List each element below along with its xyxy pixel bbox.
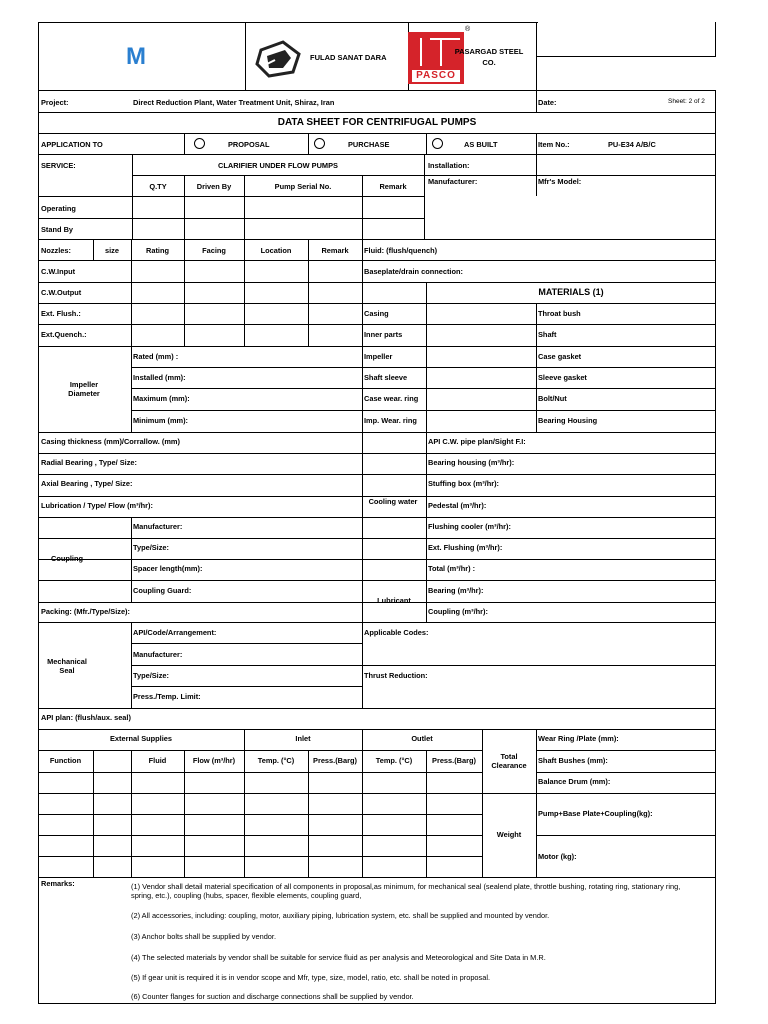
seal-press-temp: Press./Temp. Limit: [133,692,201,701]
cooling-ext-flushing: Ext. Flushing (m³/hr): [428,543,503,552]
radial-bearing-label: Radial Bearing , Type/ Size: [41,458,137,467]
grid-line [362,729,363,877]
grid-line [536,56,716,57]
grid-line [244,729,245,877]
materials-title: MATERIALS (1) [538,287,604,297]
mat-throat-bush: Throat bush [538,309,581,318]
proposal-radio[interactable] [194,138,205,149]
grid-line [715,22,716,56]
grid-line [38,133,716,134]
grid-line [131,643,362,644]
cooling-total: Total (m³/hr) : [428,564,476,573]
grid-line [38,877,716,878]
axial-bearing-label: Axial Bearing , Type/ Size: [41,479,133,488]
mat-sleeve-gasket: Sleeve gasket [538,373,587,382]
remarks-label: Remarks: [41,879,75,888]
grid-line [426,432,427,622]
coupling-label: Coupling [50,554,84,563]
cooling-flushing-cooler: Flushing cooler (m³/hr): [428,522,511,531]
cooling-api-pipe: API C.W. pipe plan/Sight F.I: [428,437,526,446]
cw-output-label: C.W.Output [41,288,82,297]
grid-line [131,388,716,389]
packing-label: Packing: (Mfr./Type/Size): [41,607,130,616]
grid-line [362,432,363,622]
pasco-brand-text: PASCO [416,70,456,81]
grid-line [38,260,716,261]
grid-line [38,622,716,623]
applicable-codes-label: Applicable Codes: [364,628,429,637]
grid-line [38,580,716,581]
grid-line [426,133,427,154]
grid-line [424,175,716,176]
grid-line [38,22,538,23]
fulad-sanat-dara-logo-icon [253,36,303,80]
installation-label: Installation: [428,161,470,170]
grid-line [38,708,716,709]
grid-line [715,90,716,1003]
service-value: CLARIFIER UNDER FLOW PUMPS [218,161,338,170]
qty-header: Q.TY [149,182,167,191]
mat-shaft: Shaft [538,330,557,339]
total-clearance-header: Total Clearance [491,752,527,770]
fulad-sanat-dara-name: FULAD SANAT DARA [310,53,387,62]
grid-line [38,474,716,475]
project-value: Direct Reduction Plant, Water Treatment Unit, Shiraz, Iran [133,98,335,107]
weight-label: Weight [496,830,522,839]
inlet-press-header: Press.(Barg) [313,756,357,765]
grid-line [38,772,482,773]
item-number-value: PU-E34 A/B/C [608,140,656,149]
project-label: Project: [41,98,69,107]
coupling-guard: Coupling Guard: [133,586,192,595]
proposal-label: PROPOSAL [228,140,270,149]
pasargad-steel-name: PASARGAD STEEL CO. [454,47,524,67]
inlet-header: Inlet [295,734,311,743]
nozzle-location-header: Location [260,246,292,255]
grid-line [38,90,716,91]
impeller-rated: Rated (mm) : [133,352,179,361]
coupling-spacer-length: Spacer length(mm): [133,564,203,573]
mat-inner-parts: Inner parts [364,330,403,339]
grid-line [131,346,132,432]
impeller-minimum: Minimum (mm): [133,416,189,425]
mat-casing: Casing [364,309,389,318]
grid-line [38,814,482,815]
api-plan-label: API plan: (flush/aux. seal) [41,713,131,722]
mat-imp-wear-ring: Imp. Wear. ring [364,416,417,425]
as-built-label: AS BUILT [464,140,498,149]
outlet-press-header: Press.(Barg) [432,756,476,765]
nozzle-size-header: size [105,246,119,255]
pump-base-weight-label: Pump+Base Plate+Coupling(kg): [538,809,653,818]
purchase-label: PURCHASE [348,140,390,149]
service-label: SERVICE: [41,161,76,170]
remark-header: Remark [379,182,407,191]
grid-line [38,239,716,240]
mat-impeller: Impeller [364,352,393,361]
mechanical-seal-label: Mechanical Seal [47,657,87,675]
fluid-header: Fluid [148,756,167,765]
nozzle-remark-header: Remark [321,246,349,255]
ext-quench-label: Ext.Quench.: [41,330,87,339]
grid-line [38,559,716,560]
cooling-water-label: Cooling water [368,497,418,506]
ext-flush-label: Ext. Flush.: [41,309,81,318]
grid-line [38,218,424,219]
grid-line [536,90,537,112]
grid-line [38,856,482,857]
grid-line [131,367,716,368]
grid-line [362,239,363,346]
impeller-installed: Installed (mm): [133,373,186,382]
flow-header: Flow (m³/hr) [192,756,236,765]
grid-line [131,410,716,411]
grid-line [38,517,716,518]
m-logo: M [126,43,146,70]
remark-6: (6) Counter flanges for suction and discharge connections shall be supplied by vendor. [131,992,414,1001]
grid-line [38,835,482,836]
remark-1: (1) Vendor shall detail material specification of all components in proposal,as minimum, for mechanical seal (sealend plate, throttle bushing, rotating ring, stationary ring, spring, etc.), coupling (hubs, spacer, flexible elements, coupling guard, [131,882,681,900]
shaft-bushes-label: Shaft Bushes (mm): [538,756,608,765]
inlet-temp-header: Temp. (°C) [257,756,295,765]
grid-line [38,282,716,283]
page-title: DATA SHEET FOR CENTRIFUGAL PUMPS [277,117,477,128]
sheet-number: Sheet: 2 of 2 [668,98,705,105]
stand-by-label: Stand By [41,225,74,234]
cooling-stuffing-box: Stuffing box (m³/hr): [428,479,500,488]
grid-line [38,112,716,113]
seal-manufacturer: Manufacturer: [133,650,183,659]
mfr-model-label: Mfr's Model: [538,177,582,186]
grid-line [38,346,716,347]
lubricant-bearing: Bearing (m³/hr): [428,586,484,595]
grid-line [245,22,246,90]
mat-bearing-housing: Bearing Housing [538,416,598,425]
grid-line [536,772,716,773]
manufacturer-label: Manufacturer: [428,177,478,186]
data-sheet [38,22,716,1004]
grid-line [38,1003,716,1004]
fluid-flush-label: Fluid: (flush/quench) [364,246,438,255]
registered-mark: ® [465,26,471,33]
item-number-label: Item No.: [538,140,570,149]
nozzle-rating-header: Rating [146,246,169,255]
balance-drum-label: Balance Drum (mm): [538,777,611,786]
lubricant-label: Lubricant [377,596,411,605]
grid-line [184,239,185,346]
nozzle-facing-header: Facing [202,246,226,255]
lubricant-coupling: Coupling (m³/hr): [428,607,488,616]
grid-line [38,729,716,730]
grid-line [536,835,716,836]
mat-case-gasket: Case gasket [538,352,582,361]
operating-label: Operating [41,204,76,213]
grid-line [131,686,362,687]
outlet-temp-header: Temp. (°C) [375,756,413,765]
grid-line [536,729,537,877]
grid-line [482,793,716,794]
grid-line [131,517,132,602]
grid-line [38,750,482,751]
grid-line [536,133,537,154]
grid-line [38,324,716,325]
wear-ring-label: Wear Ring /Plate (mm): [538,734,619,743]
grid-line [362,346,363,432]
grid-line [38,453,716,454]
application-label: APPLICATION TO [41,140,103,149]
impeller-maximum: Maximum (mm): [133,394,190,403]
grid-line [38,303,716,304]
thrust-reduction-label: Thrust Reduction: [364,671,428,680]
grid-line [424,154,425,239]
grid-line [536,750,716,751]
mat-bolt-nut: Bolt/Nut [538,394,567,403]
grid-line [131,239,132,346]
grid-line [38,793,482,794]
nozzles-label: Nozzles: [41,246,71,255]
grid-line [308,239,309,346]
remark-4: (4) The selected materials by vendor shall be suitable for service fluid as per analysis and Meteorological and Site Data in M.R. [131,953,546,962]
purchase-radio[interactable] [314,138,325,149]
cooling-bearing-housing: Bearing housing (m³/hr): [428,458,515,467]
outlet-header: Outlet [411,734,433,743]
mat-case-wear-ring: Case wear. ring [364,394,419,403]
coupling-manufacturer: Manufacturer: [133,522,183,531]
grid-line [38,154,716,155]
baseplate-label: Baseplate/drain connection: [364,267,463,276]
grid-line [184,133,185,154]
date-label: Date: [538,98,557,107]
seal-type-size: Type/Size: [133,671,170,680]
grid-line [38,432,716,433]
impeller-diameter-label: Impeller Diameter [68,380,100,398]
driven-by-header: Driven By [196,182,232,191]
grid-line [308,133,309,154]
function-header: Function [49,756,82,765]
seal-api-code: API/Code/Arrangement: [133,628,217,637]
motor-weight-label: Motor (kg): [538,852,577,861]
external-supplies-header: External Supplies [109,734,173,743]
grid-line [38,196,424,197]
coupling-type-size: Type/Size: [133,543,170,552]
remark-5: (5) If gear unit is required it is in vendor scope and Mfr, type, size, model, ratio, etc. shall be noted in proposal. [131,973,491,982]
cw-input-label: C.W.Input [41,267,76,276]
as-built-radio[interactable] [432,138,443,149]
casing-thickness-label: Casing thickness (mm)/Corrallow. (mm) [41,437,180,446]
remark-2: (2) All accessories, including: coupling, motor, auxiliary piping, lubrication system, etc. shall be supplied and mounted by vendor. [131,911,550,920]
cooling-pedestal: Pedestal (m³/hr): [428,501,487,510]
grid-line [244,239,245,346]
grid-line [132,175,424,176]
lubrication-label: Lubrication / Type/ Flow (m³/hr): [41,501,153,510]
grid-line [362,665,716,666]
grid-line [38,538,716,539]
grid-line [131,665,362,666]
mat-shaft-sleeve: Shaft sleeve [364,373,408,382]
remark-3: (3) Anchor bolts shall be supplied by vendor. [131,932,277,941]
pump-serial-header: Pump Serial No. [274,182,332,191]
